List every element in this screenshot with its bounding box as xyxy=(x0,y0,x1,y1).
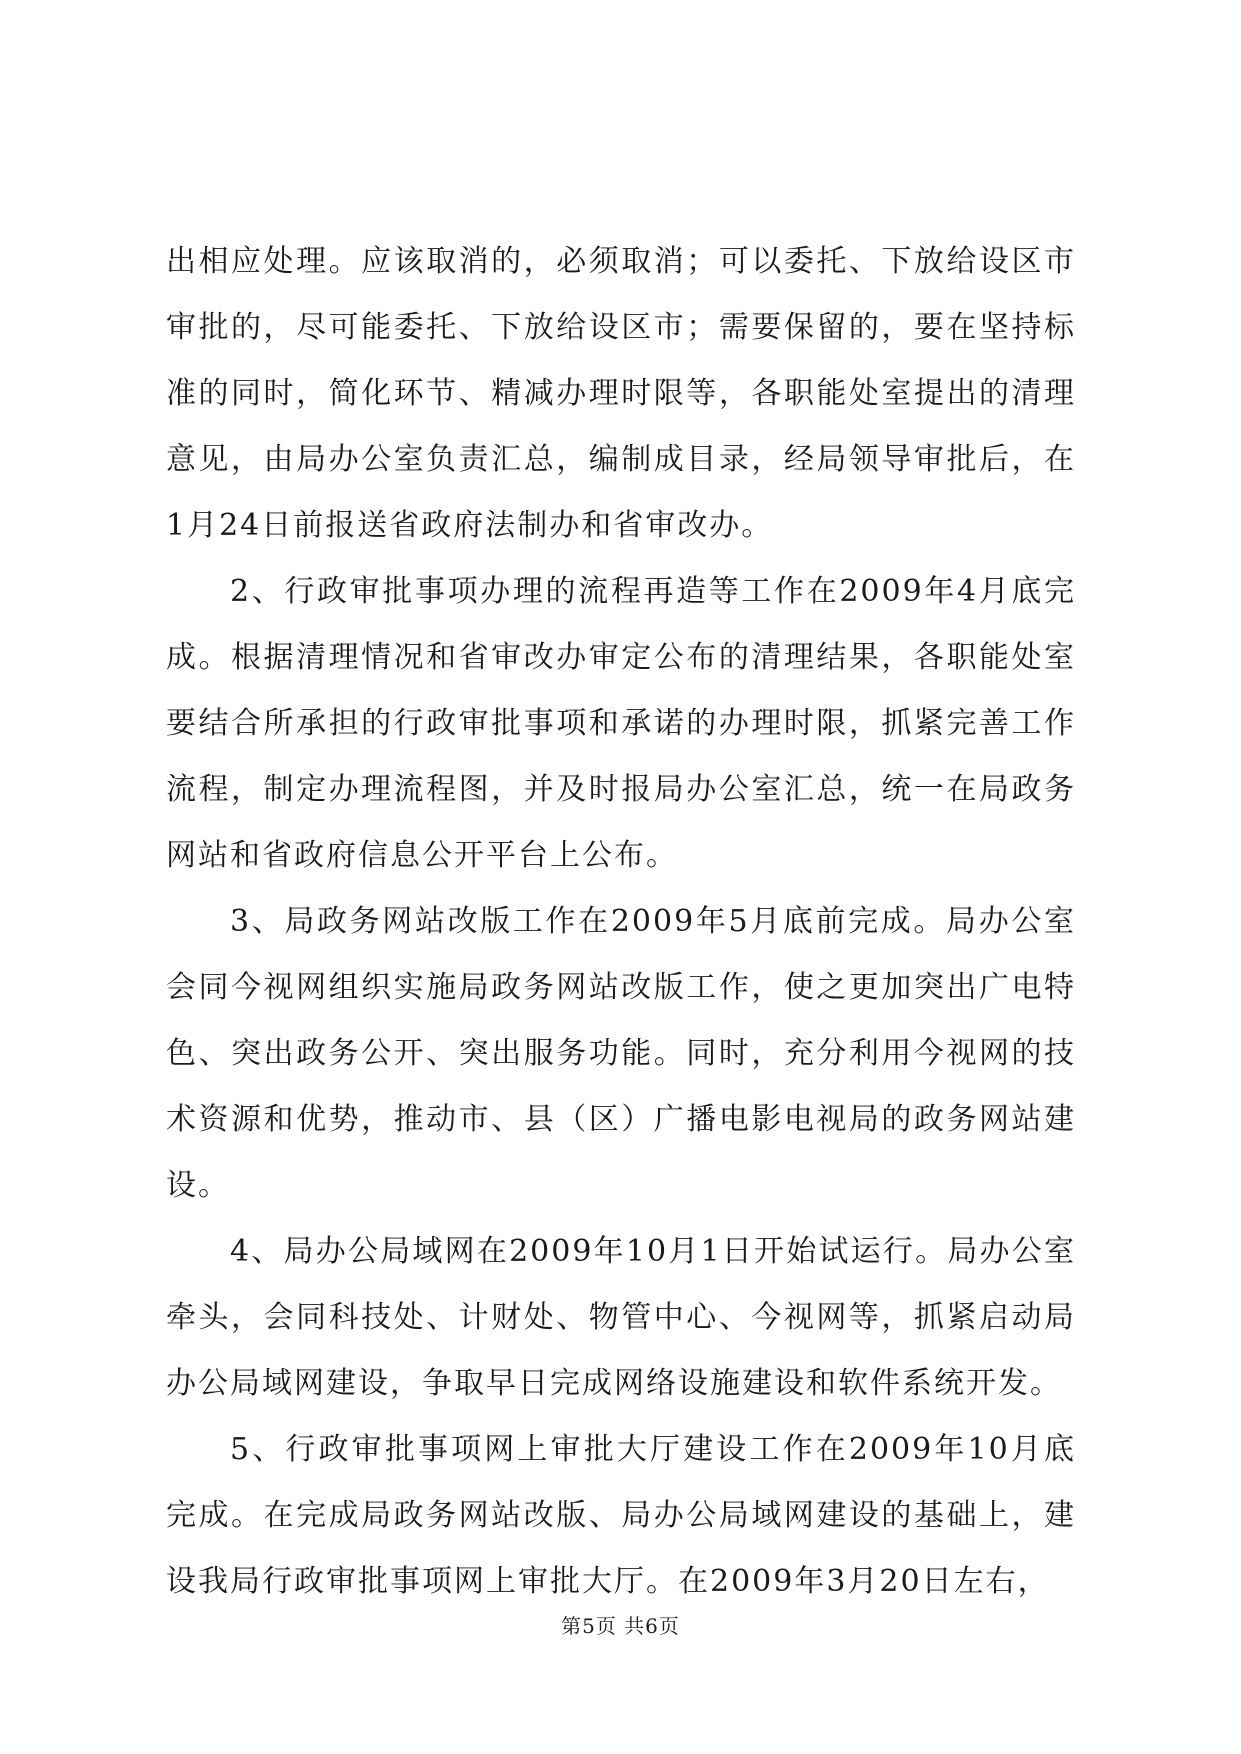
paragraph-item-2: 2、行政审批事项办理的流程再造等工作在2009年4月底完成。根据清理情况和省审改办审定公布的清理结果，各职能处室要结合所承担的行政审批事项和承诺的办理时限，抓紧完善工作流程，制定办理流程图，并及时报局办公室汇总，统一在局政务网站和省政府信息公开平台上公布。 xyxy=(166,574,1076,873)
paragraph-continuation: 出相应处理。应该取消的，必须取消；可以委托、下放给设区市审批的，尽可能委托、下放给设区市；需要保留的，要在坚持标准的同时，简化环节、精减办理时限等，各职能处室提出的清理意见，由局办公室负责汇总，编制成目录，经局领导审批后，在1月24日前报送省政府法制办和省审改办。 xyxy=(166,244,1076,543)
page-footer: 第5页 共6页 xyxy=(561,1614,680,1638)
paragraph-item-4: 4、局办公局域网在2009年10月1日开始试运行。局办公室牵头，会同科技处、计财处、物管中心、今视网等，抓紧启动局办公局域网建设，争取早日完成网络设施建设和软件系统开发。 xyxy=(166,1234,1076,1401)
document-body xyxy=(166,229,1076,1615)
paragraph-item-5: 5、行政审批事项网上审批大厅建设工作在2009年10月底完成。在完成局政务网站改版、局办公局域网建设的基础上，建设我局行政审批事项网上审批大厅。在2009年3月20日左右， xyxy=(166,1432,1076,1599)
paragraph-item-3: 3、局政务网站改版工作在2009年5月底前完成。局办公室会同今视网组织实施局政务网站改版工作，使之更加突出广电特色、突出政务公开、突出服务功能。同时，充分利用今视网的技术资源和优势，推动市、县（区）广播电影电视局的政务网站建设。 xyxy=(166,904,1076,1203)
